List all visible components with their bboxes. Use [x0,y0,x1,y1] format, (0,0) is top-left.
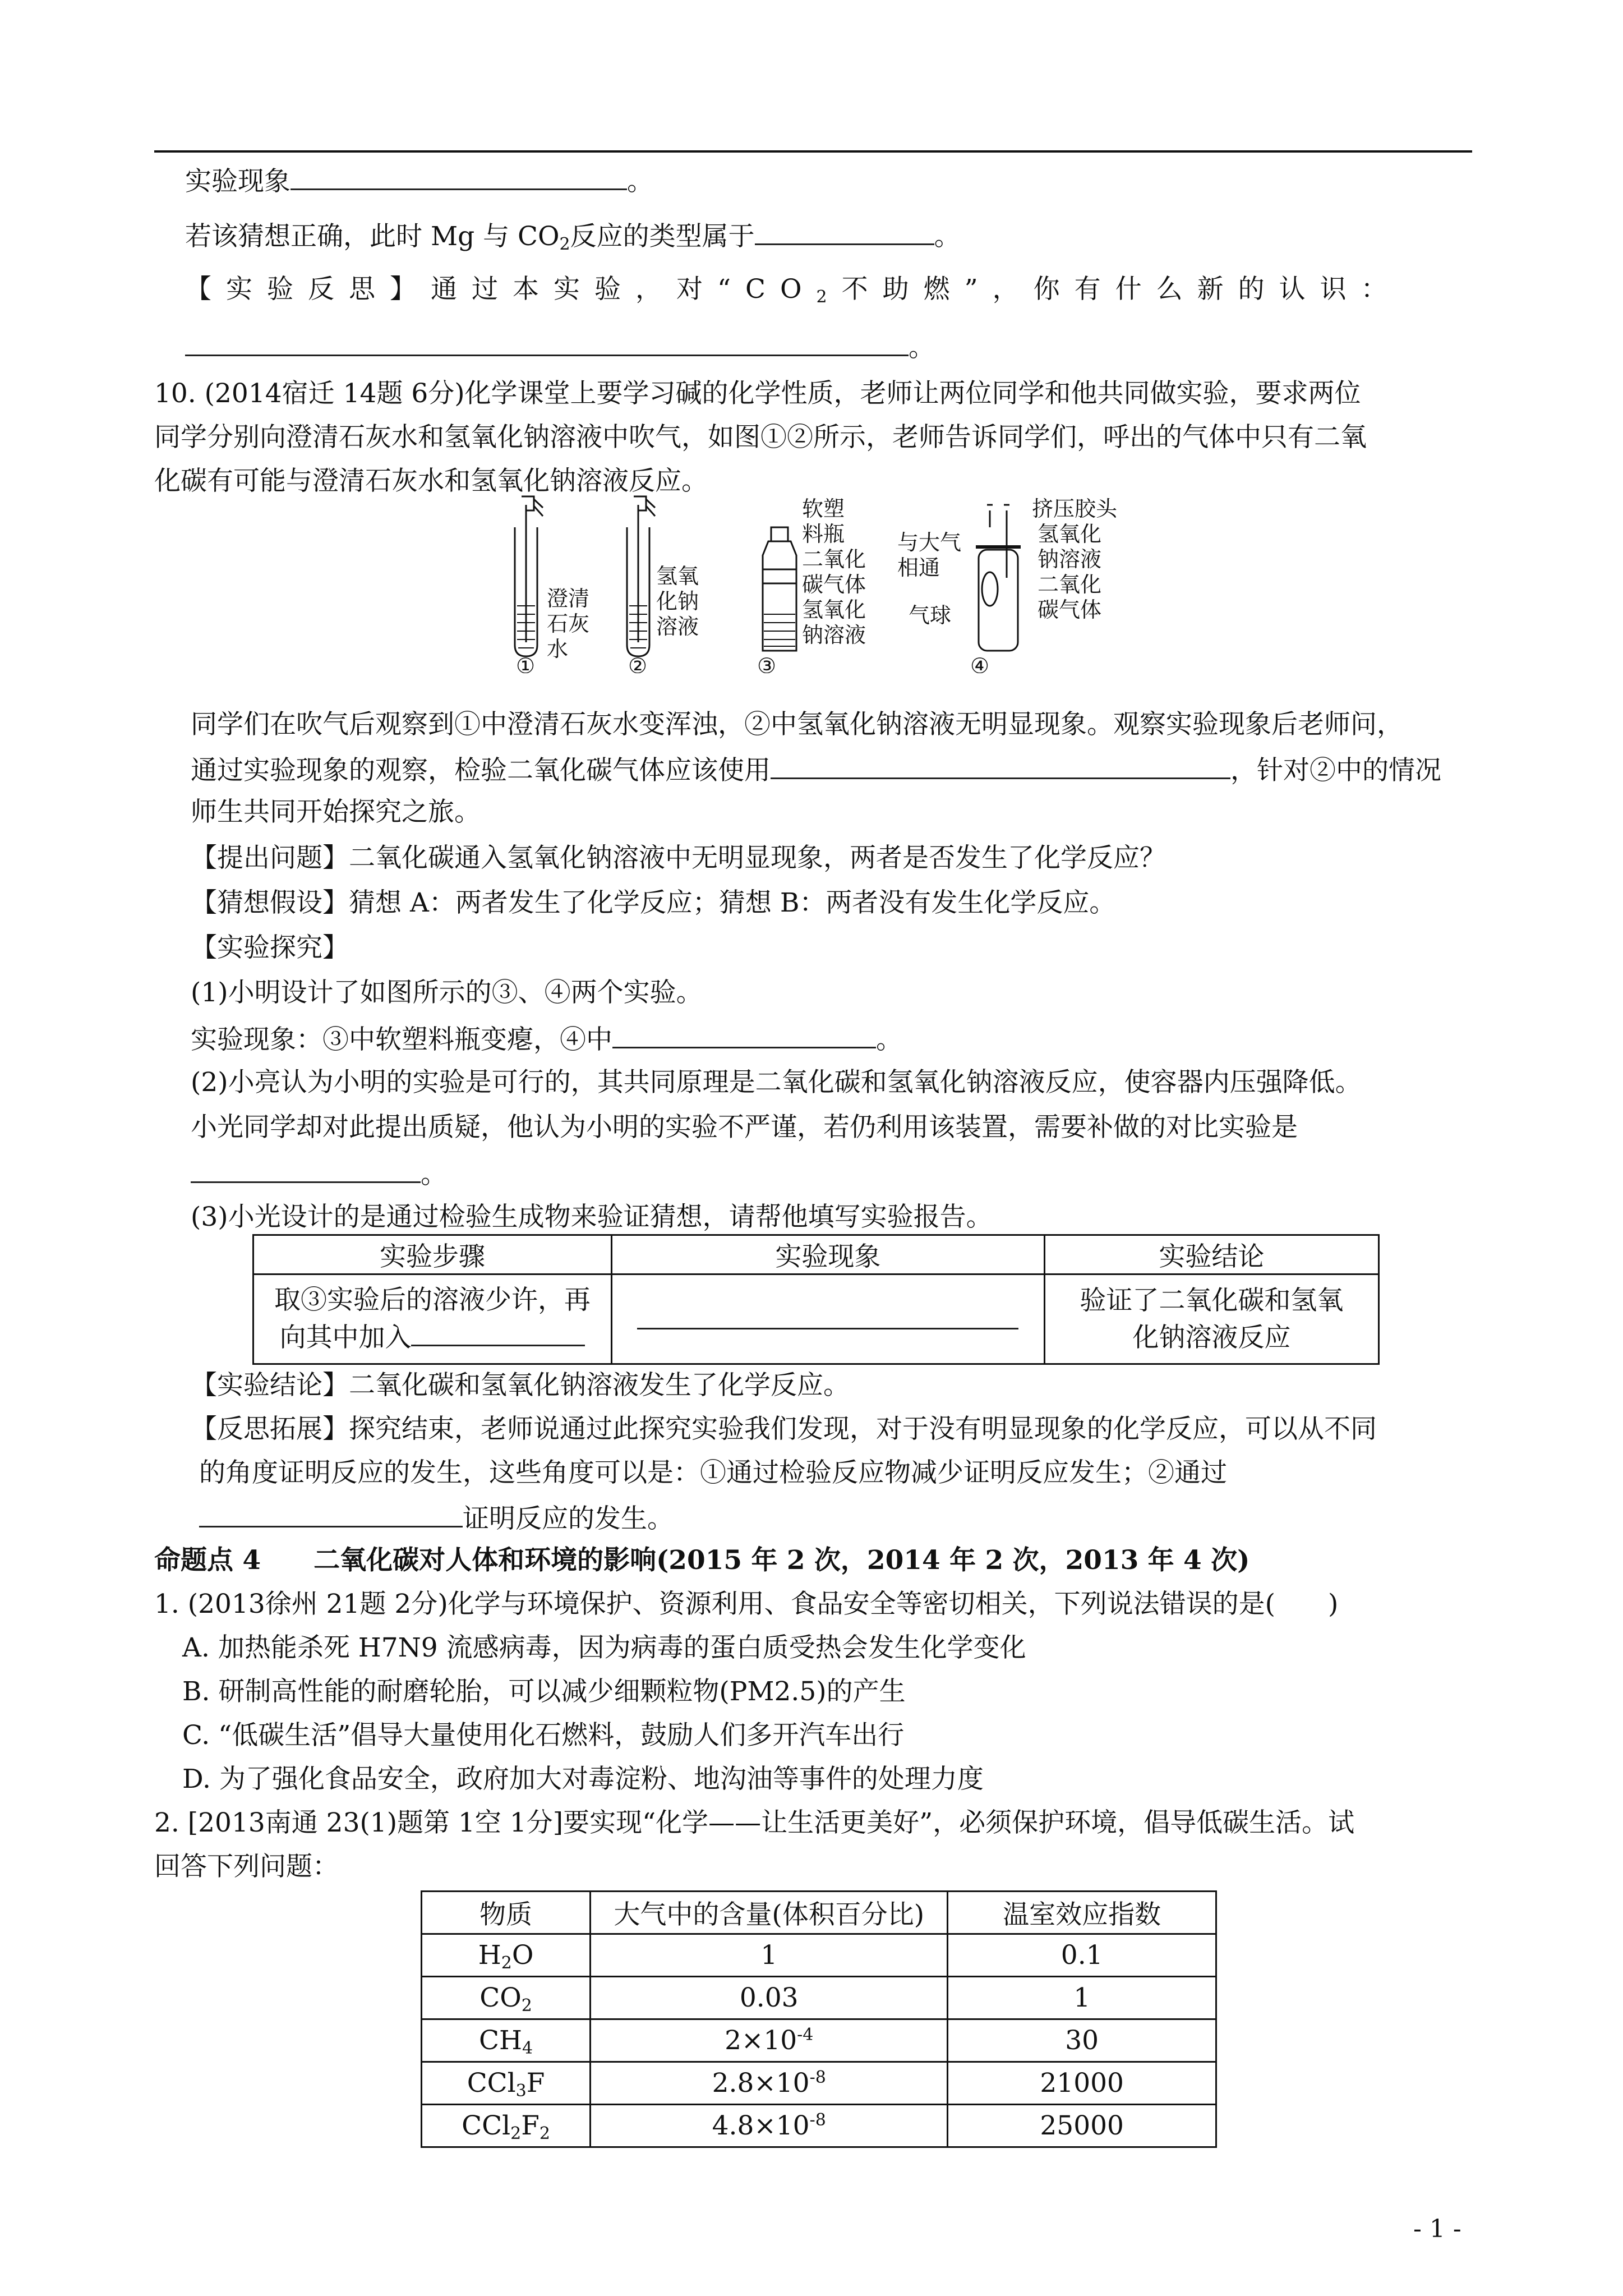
answer-blank[interactable] [755,218,934,245]
text: 证明反应的发生。 [463,1503,674,1534]
concl-text-1: 验证了二氧化碳和氢氧 [1080,1285,1344,1316]
substance-cell: $CO_2$ [422,1977,591,2019]
page-number: - 1 - [1413,2215,1461,2243]
reaction-type-line [185,218,961,254]
label-4g: 碳气体 [1038,597,1102,622]
q1-option-d[interactable]: D. 为了强化食品安全，政府加大对毒淀粉、地沟油等事件的处理力度 [182,1764,984,1795]
subscript: 2 [816,287,842,307]
subscript: 2 [559,234,570,254]
header-content: 大气中的含量(体积百分比) [591,1892,948,1934]
text: 若该猜想正确，此时 Mg 与 CO [185,221,560,252]
step-text-2: 向其中加入 [279,1322,412,1353]
text: 通过实验现象的观察，检验二氧化碳气体应该使用 [191,755,771,786]
index-cell: 21000 [948,2062,1216,2105]
greenhouse-table [421,1890,1217,2148]
q10-step1-obs [191,1021,902,1057]
substance-cell: CCl$_3$F [422,2062,591,2105]
label-3f: 钠溶液 [802,623,866,647]
q10-stem-2: 同学分别向澄清石灰水和氢氧化钠溶液中吹气，如图①②所示，老师告诉同学们，呼出的气体中只有二氧 [154,422,1367,453]
q10-reflect-2: 的角度证明反应的发生，这些角度可以是：①通过检验反应物减少证明反应发生；②通过 [199,1457,1227,1488]
q10-question: 【提出问题】二氧化碳通入氢氧化钠溶液中无明显现象，两者是否发生了化学反应？ [191,843,1166,873]
table-row [253,1274,1379,1364]
header-step: 实验步骤 [253,1235,612,1274]
label-4d: 氢氧化 [1038,522,1102,546]
content-cell: $2.8\times 10^{-8}$ [591,2062,948,2105]
header-substance: 物质 [422,1892,591,1934]
content-cell: 0.03 [591,1977,948,2019]
table-header-row [422,1892,1216,1934]
content-cell: $4.8\times 10^{-8}$ [591,2105,948,2147]
substance-cell: $CCl_2F_2$ [422,2105,591,2147]
q10-hypothesis: 【猜想假设】猜想 A：两者发生了化学反应；猜想 B：两者没有发生化学反应。 [191,887,1116,918]
section-title: 命题点 4 二氧化碳对人体和环境的影响(2015 年 2 次，2014 年 2 次，2013 年 4 次) [154,1545,1250,1576]
observation-label: 实验现象 [185,166,291,197]
punct: 。 [876,1024,902,1055]
label-4c: 挤压胶头 [1032,496,1118,521]
index-cell: 30 [948,2019,1216,2062]
label-2b: 化钠 [656,589,699,614]
punct: 。 [934,221,961,252]
label-4e: 钠溶液 [1038,547,1102,572]
label-4a: 与大气 [897,530,962,555]
header-phenomenon: 实验现象 [611,1235,1044,1274]
test-tube-2-icon [627,496,655,656]
index-cell: 25000 [948,2105,1216,2147]
test-tube-1-icon [515,496,543,656]
answer-blank[interactable] [185,329,909,356]
header-rule [154,150,1472,153]
text: 不助燃”，你有什么新的认识： [841,274,1402,305]
answer-blank[interactable] [612,1021,876,1048]
text: ，针对②中的情况 [1230,755,1441,786]
text: 【实验反思】通过本实验，对“CO [185,274,817,305]
label-3b: 料瓶 [802,522,845,546]
step-text-1: 取③实验后的溶液少许，再 [274,1285,591,1315]
punct: 。 [627,166,653,197]
balloon-apparatus-icon [976,505,1021,651]
label-2a: 氢氧 [656,564,699,588]
figure-num-3: ③ [757,654,777,673]
observation-line [185,163,653,199]
figure-num-1: ① [516,654,536,673]
q10-step2-2: 小光同学却对此提出质疑，他认为小明的实验不严谨，若仍利用该装置，需要补做的对比实验是 [191,1112,1298,1143]
label-4-ball: 气球 [909,603,952,628]
index-cell: 1 [948,1977,1216,2019]
reflection-answer-line [185,329,935,365]
q1-option-a[interactable]: A. 加热能杀死 H7N9 流感病毒，因为病毒的蛋白质受热会发生化学变化 [182,1632,1026,1663]
answer-blank[interactable] [191,1156,421,1183]
q10-conclusion: 【实验结论】二氧化碳和氢氧化钠溶液发生了化学反应。 [191,1370,850,1401]
label-4b: 相通 [897,555,940,580]
concl-text-2: 化钠溶液反应 [1132,1322,1291,1353]
q10-step2-1: (2)小亮认为小明的实验是可行的，其共同原理是二氧化碳和氢氧化钠溶液反应，使容器内压强降低。 [191,1067,1362,1098]
experiment-report-table [252,1234,1380,1365]
answer-blank[interactable] [199,1500,463,1527]
header-index: 温室效应指数 [948,1892,1216,1934]
label-1c: 水 [547,637,569,661]
phenomenon-cell [611,1274,1044,1364]
label-3c: 二氧化 [802,547,866,572]
text: 实验现象：③中软塑料瓶变瘪，④中 [191,1024,612,1055]
q1-option-b[interactable]: B. 研制高性能的耐磨轮胎，可以减少细颗粒物(PM2.5)的产生 [182,1676,906,1707]
content-cell: $2\times 10^{-4}$ [591,2019,948,2062]
substance-cell: $CH_4$ [422,2019,591,2062]
q10-stem-3: 化碳有可能与澄清石灰水和氢氧化钠溶液反应。 [154,466,708,496]
q10-step2-3 [191,1156,447,1191]
label-3d: 碳气体 [802,572,866,597]
punct: 。 [909,332,935,363]
punct: 。 [421,1159,447,1190]
q1-option-c[interactable]: C. “低碳生活”倡导大量使用化石燃料，鼓励人们多开汽车出行 [182,1720,905,1751]
text: 反应的类型属于 [570,221,755,252]
content-cell: 1 [591,1934,948,1977]
table-row [422,1934,1216,1977]
answer-blank[interactable] [771,752,1230,779]
q1-stem: 1. (2013徐州 21题 2分)化学与环境保护、资源利用、食品安全等密切相关，下列说法错误的是( ) [154,1589,1339,1619]
substance-cell: $H_2O$ [422,1934,591,1977]
table-row [422,1977,1216,2019]
reflection-line [185,273,1402,306]
index-cell: 0.1 [948,1934,1216,1977]
q10-reflect-1: 【反思拓展】探究结束，老师说通过此探究实验我们发现，对于没有明显现象的化学反应，可以从不同 [191,1414,1377,1444]
q10-explore: 【实验探究】 [191,932,349,963]
label-3a: 软塑 [802,496,845,521]
q10-obs-3: 师生共同开始探究之旅。 [191,797,481,827]
label-4f: 二氧化 [1038,572,1102,597]
answer-blank[interactable] [291,163,627,190]
label-1b: 石灰 [547,611,590,636]
table-header-row [253,1235,1379,1274]
table-row [422,2019,1216,2062]
q2-stem-2: 回答下列问题： [154,1851,339,1882]
header-conclusion: 实验结论 [1044,1235,1378,1274]
conclusion-cell [1044,1274,1378,1364]
figure-num-2: ② [628,654,648,673]
q10-step3: (3)小光设计的是通过检验生成物来验证猜想，请帮他填写实验报告。 [191,1202,993,1232]
q10-step1: (1)小明设计了如图所示的③、④两个实验。 [191,977,703,1008]
q2-stem-1: 2. [2013南通 23(1)题第 1空 1分]要实现“化学——让生活更美好”，必须保护环境，倡导低碳生活。试 [154,1807,1355,1838]
figure-num-4: ④ [970,654,990,673]
table-row [422,2062,1216,2105]
label-1: 澄清 [547,586,590,611]
step-cell [253,1274,612,1364]
plastic-bottle-icon [763,527,796,651]
q10-obs-2 [191,752,1441,788]
experiment-figure [505,494,1178,673]
label-3e: 氢氧化 [802,597,866,622]
table-row [422,2105,1216,2147]
q10-stem-1: 10. (2014宿迁 14题 6分)化学课堂上要学习碱的化学性质，老师让两位同学和他共同做实验，要求两位 [154,378,1361,409]
answer-blank[interactable] [411,1319,585,1346]
q10-obs-1: 同学们在吹气后观察到①中澄清石灰水变浑浊，②中氢氧化钠溶液无明显现象。观察实验现象后老师问， [191,709,1403,740]
answer-blank[interactable] [637,1302,1018,1329]
q10-reflect-3 [199,1500,674,1536]
label-2c: 溶液 [656,614,699,639]
